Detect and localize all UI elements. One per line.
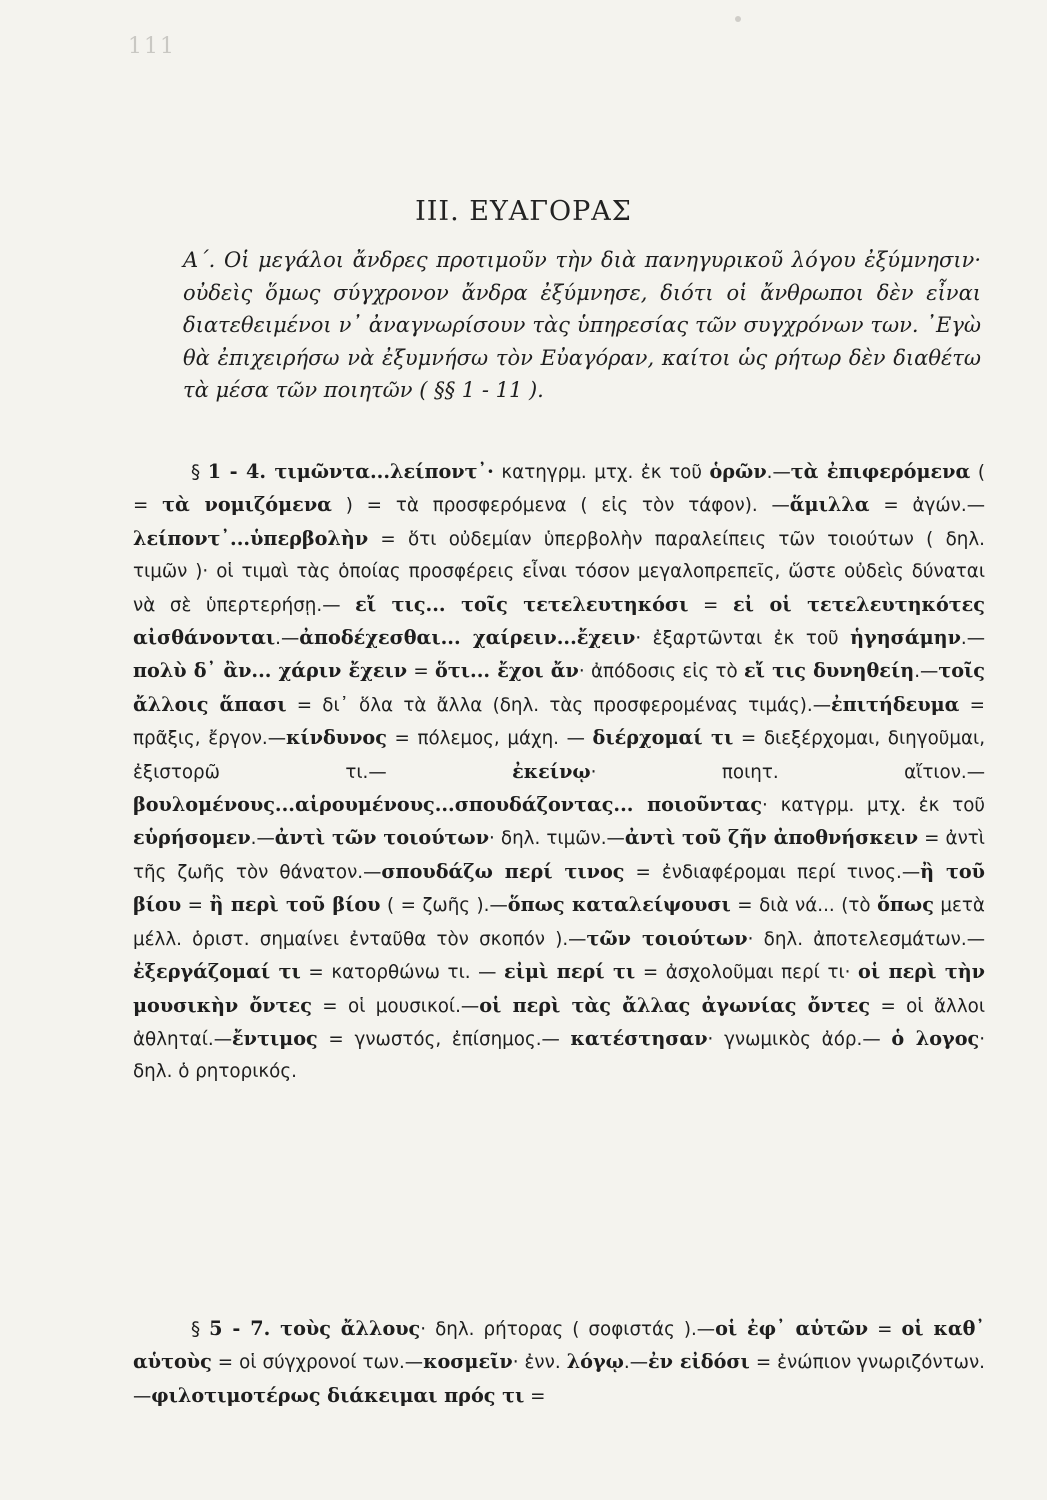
lemma-term: ὁρῶν (709, 460, 767, 483)
lemma-term: ἐπιτήδευμα (831, 692, 960, 716)
lemma-term: 1 - 4. τιμῶντα...λείποντ᾿· (207, 460, 494, 483)
gloss-text: = πόλεμος, μάχη. — (386, 728, 593, 750)
gloss-text: .— (766, 462, 791, 483)
gloss-text: = ἀντὶ τῆς ζωῆς τὸν θάνατον.— (133, 828, 985, 883)
page-number: 111 (128, 34, 176, 59)
lemma-term: ἡγησάμην (850, 626, 961, 650)
gloss-text: · δηλ. ἀποτελεσμάτων.— (747, 928, 985, 950)
lemma-term: φιλοτιμοτέρως διάκειμαι πρός τι (151, 1383, 525, 1407)
gloss-text: = ὅτι οὐδεμίαν ὑπερβολὴν παραλείπεις τῶν τοιούτων ( δηλ. τιμῶν )· οἱ τιμαὶ τὰς ὁποίας προσφέρεις εἶναι τόσον μεγαλοπρεπεῖς, ὥστε οὐδεὶς δύναται νὰ σὲ ὑπερτερήσῃ.— (133, 528, 985, 616)
lemma-term: κατέστησαν (570, 1026, 708, 1050)
lemma-term: εἰμὶ περί τι (504, 960, 636, 984)
lemma-term: διέρχομαί τι (592, 726, 734, 750)
gloss-text: · γνωμικὸς ἀόρ.— (707, 1028, 892, 1050)
gloss-text: · ἐξαρτῶνται ἐκ τοῦ (635, 628, 851, 650)
gloss-text: = ἀσχολοῦμαι περί τι· (635, 962, 859, 984)
lemma-term: ὅπως (877, 893, 934, 917)
gloss-text: = (688, 594, 734, 616)
lemma-term: ἐν εἰδόσι (647, 1350, 750, 1374)
lemma-term: οἱ ἐφ᾿ αὑτῶν (715, 1317, 869, 1340)
gloss-text: · ἐνν. (512, 1352, 567, 1374)
gloss-text: = ἀγών.— (869, 495, 985, 517)
gloss-text: = (181, 895, 210, 917)
lemma-term: ἢ περὶ τοῦ βίου (209, 893, 381, 917)
lemma-term: εἴ τις... τοῖς τετελευτηκόσι (355, 592, 689, 616)
lemma-term: 5 - 7. τοὺς ἄλλους (209, 1317, 421, 1340)
gloss-text: · δηλ. ὁ ρητορικός. (133, 1028, 985, 1083)
gloss-text: = (524, 1385, 546, 1407)
gloss-text: = δι᾿ ὅλα τὰ ἄλλα (δηλ. τὰς προσφερομένας τιμάς).— (286, 694, 831, 716)
gloss-text: = ἐνώπιον γνωριζόντων.— (133, 1352, 985, 1407)
gloss-text: = ἐνδιαφέρομαι περί τινος.— (624, 861, 921, 883)
gloss-text: · κατγρμ. μτχ. ἐκ τοῦ (762, 795, 985, 817)
lemma-term: ἐκείνῳ (512, 759, 591, 783)
gloss-text: .— (250, 828, 275, 850)
lemma-term: λείποντ᾿...ὑπερβολὴν (133, 526, 369, 550)
gloss-text: .— (960, 628, 985, 650)
lemma-term: τῶν τοιούτων (586, 926, 748, 950)
gloss-text: μετὰ μέλλ. ὁριστ. σημαίνει ἐνταῦθα τὸν σκοπόν ).— (133, 895, 985, 950)
lemma-term: εἰ οἱ τετελευτηκότες αἰσθάνονται (133, 592, 985, 650)
lemma-term: ἢ τοῦ βίου (133, 859, 986, 917)
lemma-term: τοῖς ἄλλοις ἅπασι (133, 659, 985, 716)
gloss-text: · ἀπόδοσις εἰς τὸ (578, 661, 744, 683)
lemma-term: βουλομένους...αἱρουμένους...σπουδάζοντας... ποιοῦντας (133, 793, 763, 817)
gloss-text: κατηγρμ. μτχ. ἐκ τοῦ (493, 462, 710, 483)
gloss-text: = πρᾶξις, ἔργον.— (133, 694, 985, 750)
gloss-text: = (868, 1319, 902, 1340)
gloss-text: ( = ζωῆς ).— (380, 895, 508, 917)
gloss-text: .— (914, 661, 939, 683)
gloss-text: · ποιητ. αἴτιον.— (590, 761, 985, 783)
lemma-term: ἀντὶ τοῦ ζῆν ἀποθνήσκειν (624, 826, 919, 850)
gloss-text: ( = (133, 462, 985, 517)
lemma-term: τὰ ἐπιφερόμενα (790, 460, 971, 483)
commentary-notes-1-4 (133, 456, 985, 1089)
lemma-term: τὰ νομιζόμενα (162, 493, 332, 517)
lemma-term: λόγῳ (566, 1350, 624, 1374)
gloss-text: = διεξέρχομαι, διηγοῦμαι, ἐξιστορῶ τι.— (133, 728, 986, 783)
lemma-term: ὅπως καταλείψουσι (507, 893, 731, 917)
lemma-term: ἀντὶ τῶν τοιούτων (274, 826, 490, 850)
lemma-term: πολὺ δ᾿ ἂν... χάριν ἔχειν (133, 659, 408, 683)
lemma-term: σπουδάζω περί τινος (381, 859, 625, 883)
chapter-title: III. ΕΥΑΓΟΡΑΣ (415, 196, 632, 228)
lemma-term: κίνδυνος (286, 726, 387, 750)
gloss-text: .— (275, 628, 300, 650)
commentary-notes-5-7 (133, 1313, 985, 1413)
gloss-text: § (191, 1319, 210, 1340)
gloss-text: = διὰ νά... (τὸ (730, 895, 878, 917)
gloss-text: · δηλ. ρήτορας ( σοφιστάς ).— (420, 1319, 716, 1340)
summary-text: Α΄. Οἱ μεγάλοι ἄνδρες προτιμοῦν τὴν διὰ πανηγυρικοῦ λόγου ἐξύμνησιν· οὐδεὶς ὅμως σύγχρονον ἄνδρα ἐξύμνησε, διότι οἱ ἄνθρωποι δὲν εἶναι διατεθειμένοι ν᾿ ἀναγνωρίσουν τὰς ὑπηρεσίας τῶν συγχρόνων των. ᾿Εγὼ θὰ ἐπιχειρήσω νὰ ἐξυμνήσω τὸν Εὐαγόραν, καίτοι ὡς ρήτωρ δὲν διαθέτω τὰ μέσα τῶν ποιητῶν (183, 248, 981, 402)
lemma-term: εὑρήσομεν (133, 826, 251, 850)
gloss-text: = (407, 661, 436, 683)
lemma-term: οἱ καθ᾿ αὑτοὺς (133, 1317, 986, 1374)
lemma-term: οἱ περὶ τὰς ἄλλας ἀγωνίας ὄντες (479, 993, 871, 1017)
summary-section-ref: ( §§ 1 - 11 ). (419, 378, 544, 402)
paper-speck (735, 16, 741, 22)
gloss-text: ) = τὰ προσφερόμενα ( εἰς τὸν τάφον). — (331, 495, 790, 517)
lemma-term: ἔντιμος (231, 1026, 318, 1050)
lemma-term: ἅμιλλα (789, 493, 870, 517)
chapter-summary (133, 244, 981, 407)
gloss-text: = κατορθώνω τι. — (300, 962, 505, 984)
gloss-text: = οἱ ἄλλοι ἀθληταί.— (133, 995, 986, 1050)
lemma-term: ὁ λογος (891, 1026, 980, 1050)
gloss-text: § (191, 462, 208, 483)
gloss-text: = οἱ μουσικοί.— (311, 995, 480, 1017)
gloss-text: · δηλ. τιμῶν.— (489, 828, 625, 850)
lemma-term: κοσμεῖν (423, 1350, 513, 1374)
lemma-term: ὅτι... ἔχοι ἄν (435, 659, 579, 683)
gloss-text: .— (623, 1352, 648, 1374)
lemma-term: ἀποδέχεσθαι... χαίρειν...ἔχειν (299, 626, 636, 650)
gloss-text: = οἱ σύγχρονοί των.— (211, 1352, 424, 1374)
lemma-term: οἱ περὶ τὴν μουσικὴν ὄντες (133, 960, 985, 1017)
gloss-text: = γνωστός, ἐπίσημος.— (317, 1028, 571, 1050)
lemma-term: ἐξεργάζομαί τι (133, 960, 301, 984)
lemma-term: εἴ τις δυνηθείη (743, 659, 915, 683)
